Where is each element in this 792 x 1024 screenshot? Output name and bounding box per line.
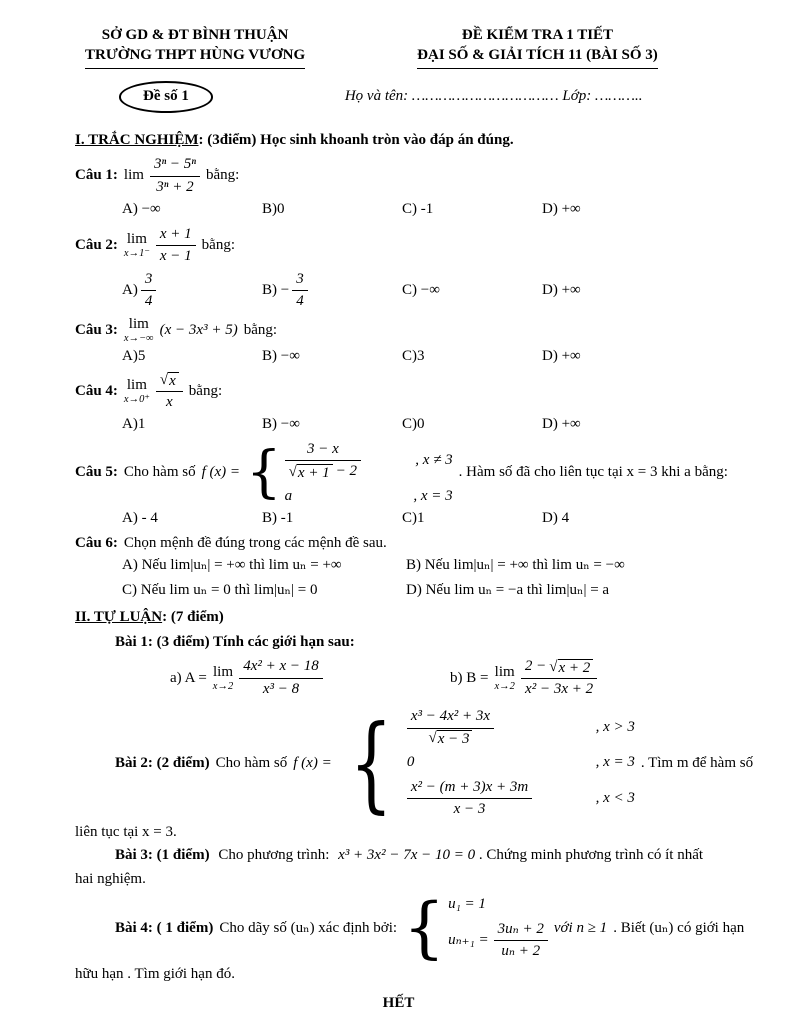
question-6-label: Câu 6:	[75, 534, 118, 551]
question-6-options-cd	[122, 581, 722, 601]
limit-operator	[494, 665, 514, 693]
option-b-prefix: B) −	[262, 281, 290, 298]
lim-subscript: x→0⁺	[123, 394, 150, 406]
left-brace: {	[246, 440, 282, 505]
cases-column	[285, 440, 453, 507]
fraction-denominator: x³ − 8	[262, 680, 300, 697]
square-root	[549, 659, 593, 677]
question-1-options	[122, 200, 722, 220]
square-root	[428, 730, 472, 748]
section-2-heading	[75, 608, 722, 628]
case-row	[407, 753, 635, 773]
problem-4-label: Bài 4: ( 1 điểm)	[115, 919, 214, 936]
option-d: D) 4	[542, 510, 570, 527]
badge-row	[75, 81, 722, 113]
piecewise-function	[338, 702, 635, 825]
option-c: C)3	[402, 348, 425, 364]
option-b	[262, 270, 402, 312]
problem-1-limits	[170, 657, 722, 699]
limit-a	[170, 657, 450, 699]
option-a: A) Nếu lim|uₙ| = +∞ thì lim uₙ = +∞	[122, 557, 342, 574]
header-right	[417, 26, 658, 69]
lim-word: lim	[126, 377, 147, 394]
case-row	[285, 487, 453, 507]
question-2-tail: bằng:	[201, 236, 235, 253]
option-b: B) −∞	[262, 348, 300, 364]
option-a: A) - 4	[122, 510, 158, 527]
lim-word: lim	[213, 663, 234, 680]
fraction-denominator: 4	[296, 293, 304, 309]
function-notation: f (x) =	[293, 754, 332, 771]
case-condition: , x = 3	[413, 487, 453, 504]
option-a-fraction	[141, 270, 157, 312]
fraction-denominator: x	[165, 393, 173, 410]
lim-word: lim	[494, 663, 515, 680]
fraction-numerator: x³ − 4x² + 3x	[407, 707, 494, 729]
case-fraction	[285, 440, 361, 482]
recurrence-lhs: uₙ₊₁ =	[448, 931, 489, 948]
question-6	[75, 534, 722, 554]
problem-2-continuation: liên tục tại x = 3.	[75, 823, 177, 840]
option-b: B) -1	[262, 510, 294, 527]
radical-argument: x + 1	[297, 464, 333, 482]
case-row	[285, 440, 453, 482]
fraction-numerator: 3uₙ + 2	[494, 920, 548, 942]
function-notation: f (x) =	[201, 464, 241, 481]
option-c: C)0	[402, 416, 425, 433]
question-1-label: Câu 1:	[75, 167, 118, 184]
case-row	[448, 920, 548, 962]
fraction-denominator: x² − 3x + 2	[525, 680, 594, 697]
square-root	[160, 372, 179, 390]
question-6-text: Chọn mệnh đề đúng trong các mệnh đề sau.	[123, 534, 387, 551]
limit-b-fraction	[521, 657, 597, 699]
case-condition: , x = 3	[595, 754, 635, 770]
option-c: C) Nếu lim uₙ = 0 thì lim|uₙ| = 0	[122, 581, 318, 598]
radical-argument: x	[168, 372, 179, 390]
case-condition: , x > 3	[595, 718, 635, 735]
lim-subscript: x→1⁻	[123, 247, 150, 259]
fraction-numerator	[521, 657, 597, 679]
question-6-options-ab	[122, 556, 722, 576]
question-1-tail: bằng:	[206, 167, 240, 184]
radical-icon: √	[288, 463, 297, 480]
question-2-label: Câu 2:	[75, 236, 118, 253]
fraction-denominator	[285, 461, 361, 482]
problem-2-intro: Cho hàm số	[215, 754, 288, 771]
question-2-options	[122, 270, 722, 312]
section-2-subtitle: : (7 điểm)	[162, 609, 224, 626]
problem-1-heading: Bài 1: (3 điểm) Tính các giới hạn sau:	[115, 633, 355, 650]
fraction-numerator: 4x² + x − 18	[239, 657, 323, 679]
option-d: D) +∞	[542, 281, 581, 298]
problem-2	[115, 702, 754, 825]
radical-icon: √	[428, 729, 437, 746]
option-b: B)0	[262, 201, 285, 217]
question-5	[75, 440, 728, 507]
problem-4	[115, 889, 745, 967]
problem-3-text: Cho phương trình:	[218, 847, 330, 863]
case-fraction	[407, 778, 532, 820]
fraction-numerator: 3	[141, 270, 157, 292]
problem-3-tail: . Chứng minh phương trình có ít nhất	[478, 847, 704, 863]
header-left	[85, 26, 305, 69]
problem-2-tail: . Tìm m để hàm số	[640, 754, 754, 771]
lim-subscript: x→−∞	[123, 332, 154, 344]
limit-b	[450, 657, 597, 699]
case-row	[407, 778, 635, 820]
fraction-numerator	[156, 372, 183, 392]
square-root	[289, 464, 333, 482]
limit-operator	[213, 665, 233, 693]
case-condition: , x < 3	[595, 789, 635, 806]
piecewise-function	[246, 440, 453, 507]
problem-4-condition: với n ≥ 1	[553, 919, 608, 936]
section-1-subtitle: : (3điểm) Học sinh khoanh tròn vào đáp án đúng.	[198, 131, 514, 148]
problem-3-label: Bài 3: (1 điểm)	[115, 847, 210, 863]
option-a	[122, 270, 262, 312]
question-1	[75, 155, 722, 197]
option-d: D) +∞	[542, 416, 581, 433]
exam-number-badge: Đề số 1	[119, 81, 213, 113]
limit-a-fraction	[239, 657, 323, 699]
problem-3-continuation: hai nghiệm.	[75, 870, 146, 887]
question-5-tail: . Hàm số đã cho liên tục tại x = 3 khi a bằng:	[458, 464, 728, 481]
exam-subject: ĐẠI SỐ & GIẢI TÍCH 11 (BÀI SỐ 3)	[417, 46, 658, 63]
department-name: SỞ GD & ĐT BÌNH THUẬN	[101, 27, 289, 43]
option-a-prefix: A)	[122, 281, 138, 298]
end-marker: HẾT	[382, 995, 415, 1011]
numerator-prefix: 2 −	[524, 658, 547, 675]
question-3-label: Câu 3:	[75, 321, 118, 338]
option-b-fraction	[292, 270, 308, 312]
question-3-expression: (x − 3x³ + 5)	[159, 321, 238, 338]
lim-word: lim	[128, 315, 149, 332]
document-header	[75, 26, 722, 69]
option-d: D) +∞	[542, 348, 581, 364]
limit-operator	[124, 232, 150, 260]
option-d: D) Nếu lim uₙ = −a thì lim|uₙ| = a	[406, 581, 610, 598]
problem-4-tail: . Biết (uₙ) có giới hạn	[613, 919, 745, 936]
limit-operator	[124, 317, 154, 345]
option-c: C)1	[402, 510, 425, 527]
fraction-denominator: x − 1	[159, 248, 192, 264]
fraction-numerator: 3ⁿ − 5ⁿ	[150, 155, 200, 177]
case-value: 0	[406, 754, 415, 770]
option-a: A) −∞	[122, 201, 161, 217]
case-fraction	[407, 707, 494, 748]
exam-title: ĐỀ KIỂM TRA 1 TIẾT	[461, 27, 614, 43]
option-a: A)5	[122, 348, 146, 364]
fraction-denominator: 4	[144, 293, 153, 309]
left-brace: {	[403, 889, 446, 967]
problem-3-equation: x³ + 3x² − 7x − 10 = 0	[338, 847, 476, 863]
fraction-numerator: 3	[292, 270, 308, 292]
recurrence-system	[403, 889, 548, 967]
fraction-numerator: x + 1	[156, 225, 196, 247]
lim-subscript: x→2	[494, 680, 515, 692]
question-5-label: Câu 5:	[75, 464, 118, 481]
problem-3	[75, 846, 722, 866]
cases-column	[448, 895, 548, 962]
option-c: C) -1	[402, 201, 434, 217]
question-4-fraction	[156, 372, 183, 413]
case-row	[407, 707, 635, 748]
cases-column	[407, 707, 635, 819]
limit-b-prefix: b) B =	[450, 669, 489, 686]
fraction-denominator: x − 3	[453, 801, 486, 817]
case-condition: , x ≠ 3	[415, 452, 453, 468]
question-2-fraction	[156, 225, 196, 267]
question-4-options	[122, 415, 722, 435]
denominator-rest: − 2	[335, 463, 358, 480]
lim-word: lim	[126, 230, 147, 247]
left-brace: {	[349, 702, 393, 825]
limit-a-prefix: a) A =	[170, 669, 207, 686]
radical-argument: x + 2	[558, 659, 594, 677]
student-name-line: Họ và tên: …………………………… Lớp: ………..	[344, 88, 643, 104]
question-4	[75, 372, 722, 413]
fraction-denominator: 3ⁿ + 2	[156, 178, 194, 195]
option-b: B) −∞	[262, 416, 300, 433]
question-2	[75, 225, 722, 267]
problem-4-intro: Cho dãy số (uₙ) xác định bởi:	[219, 919, 398, 936]
fraction-numerator: x² − (m + 3)x + 3m	[407, 778, 532, 800]
option-b: B) Nếu lim|uₙ| = +∞ thì lim uₙ = −∞	[406, 557, 625, 574]
problem-4-continuation: hữu hạn . Tìm giới hạn đó.	[75, 965, 235, 982]
question-4-label: Câu 4:	[75, 383, 118, 400]
radical-argument: x − 3	[437, 730, 473, 748]
question-5-intro: Cho hàm số	[123, 464, 196, 481]
lim-operator: lim	[123, 167, 144, 184]
fraction-denominator: uₙ + 2	[501, 943, 541, 959]
fraction-numerator: 3 − x	[285, 440, 361, 462]
case-row	[448, 895, 548, 915]
school-name: TRƯỜNG THPT HÙNG VƯƠNG	[85, 46, 306, 63]
case-value: a	[284, 487, 293, 504]
fraction-denominator	[407, 729, 494, 748]
question-3	[75, 317, 722, 345]
limit-operator	[124, 378, 150, 406]
radical-icon: √	[159, 371, 169, 388]
recurrence-fraction	[494, 920, 548, 962]
option-d: D) +∞	[542, 201, 581, 217]
lim-subscript: x→2	[212, 680, 234, 692]
option-c: C) −∞	[402, 281, 440, 298]
radical-icon: √	[549, 658, 558, 675]
section-1-title: I. TRẮC NGHIỆM	[75, 131, 199, 148]
problem-2-label: Bài 2: (2 điểm)	[115, 754, 210, 771]
question-4-tail: bằng:	[188, 383, 223, 400]
section-2-title: II. TỰ LUẬN	[75, 609, 163, 626]
question-5-options	[122, 509, 722, 529]
question-3-options	[122, 347, 722, 367]
option-a: A)1	[122, 416, 146, 433]
question-1-fraction	[150, 155, 200, 197]
section-1-heading	[75, 131, 722, 151]
initial-term: u₁ = 1	[448, 896, 486, 912]
question-3-tail: bằng:	[243, 321, 278, 338]
